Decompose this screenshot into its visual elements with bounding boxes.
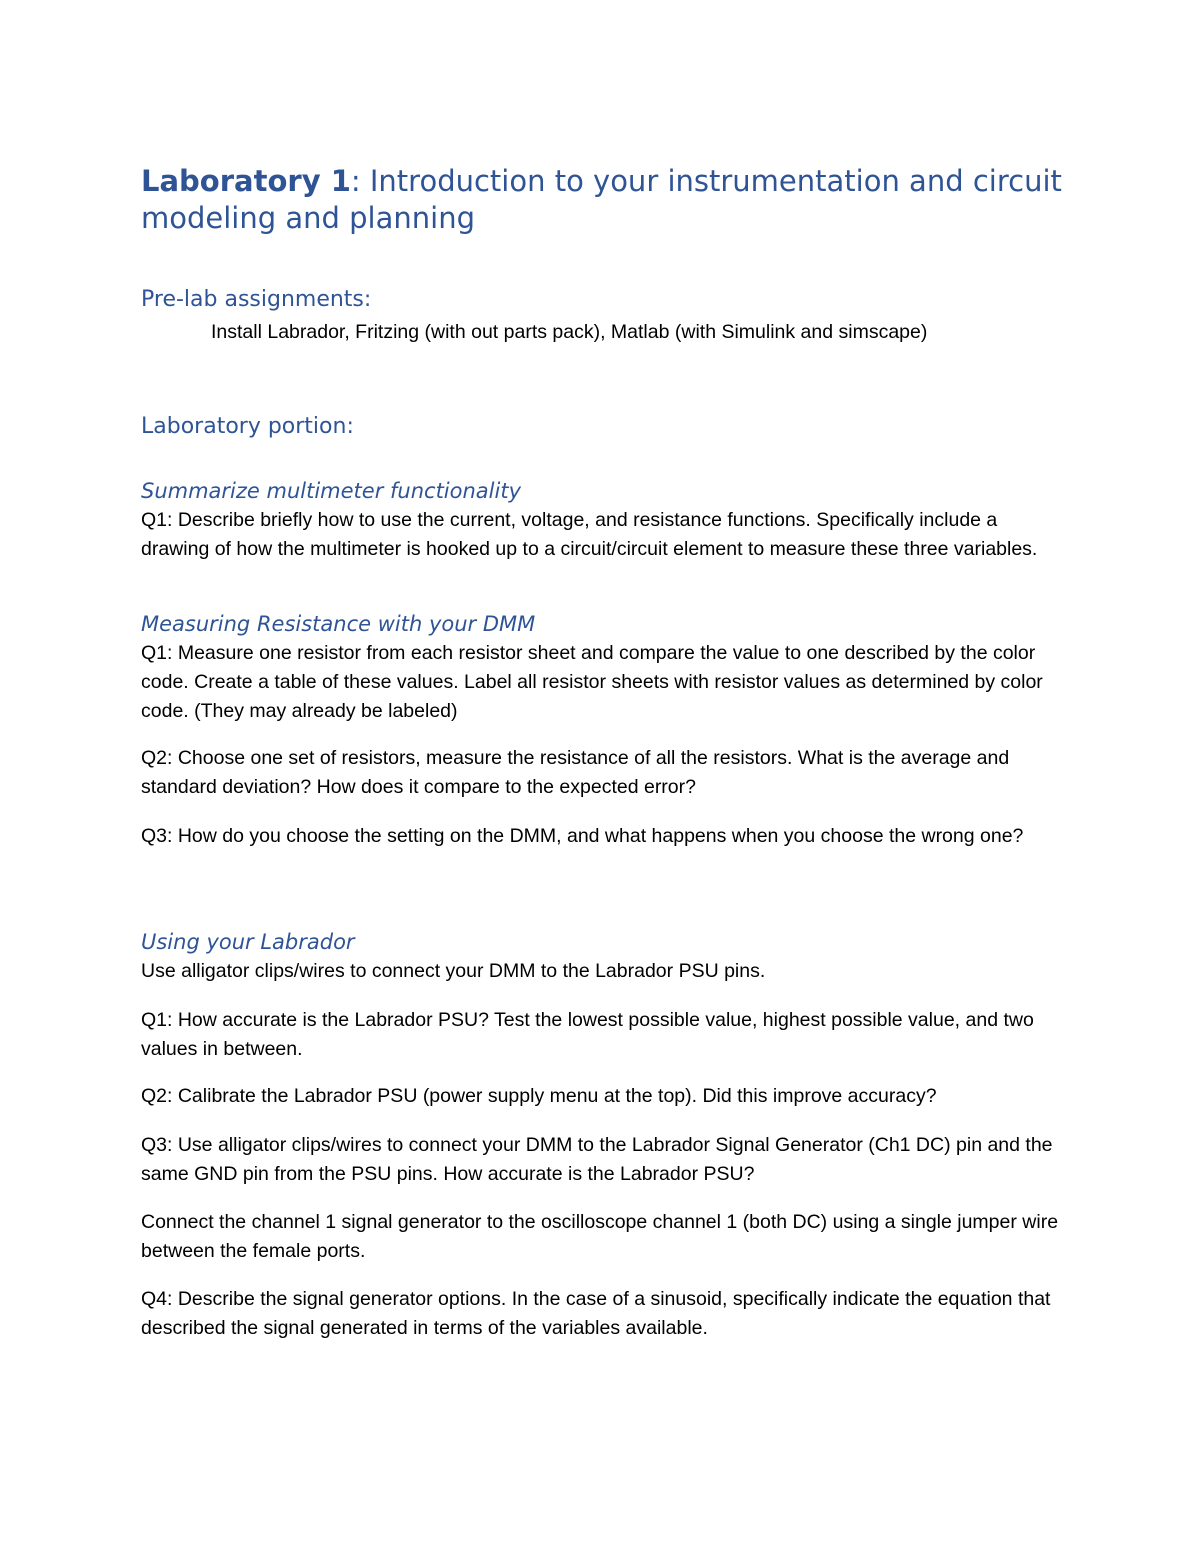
lab-portion-heading: Laboratory portion: [141,414,354,439]
multimeter-heading: Summarize multimeter functionality [141,479,521,503]
labrador-q4: Q4: Describe the signal generator options. In the case of a sinusoid, specifically indicate the equation that described the signal generated in terms of the variables available. [141,1288,1051,1339]
title-bold: Laboratory 1 [141,164,351,198]
prelab-text: Install Labrador, Fritzing (with out parts pack), Matlab (with Simulink and simscape) [211,321,928,343]
labrador-connect: Connect the channel 1 signal generator to the oscilloscope channel 1 (both DC) using a single jumper wire between the female ports. [141,1211,1059,1262]
resistance-heading: Measuring Resistance with your DMM [141,612,536,636]
resistance-q3: Q3: How do you choose the setting on the DMM, and what happens when you choose the wrong one? [141,825,1024,847]
document-title [141,163,1101,237]
title-rest: : Introduction to your instrumentation and circuit modeling and planning [141,164,1062,235]
resistance-q2: Q2: Choose one set of resistors, measure the resistance of all the resistors. What is the average and standard deviation? How does it compare to the expected error? [141,747,1010,798]
labrador-q3: Q3: Use alligator clips/wires to connect your DMM to the Labrador Signal Generator (Ch1 DC) pin and the same GND pin from the PSU pins. How accurate is the Labrador PSU? [141,1134,1053,1185]
labrador-q1: Q1: How accurate is the Labrador PSU? Test the lowest possible value, highest possible value, and two values in between. [141,1009,1034,1060]
labrador-intro: Use alligator clips/wires to connect your DMM to the Labrador PSU pins. [141,960,766,982]
labrador-heading: Using your Labrador [141,930,355,954]
resistance-q1: Q1: Measure one resistor from each resistor sheet and compare the value to one described by the color code. Create a table of these values. Label all resistor sheets with resistor values as determined by color code. (They may already be labeled) [141,642,1043,722]
multimeter-q1: Q1: Describe briefly how to use the current, voltage, and resistance functions. Specifically include a drawing of how the multimeter is hooked up to a circuit/circuit element to measure these three variables. [141,509,1038,560]
labrador-q2: Q2: Calibrate the Labrador PSU (power supply menu at the top). Did this improve accuracy? [141,1085,937,1107]
prelab-heading: Pre-lab assignments: [141,287,372,312]
